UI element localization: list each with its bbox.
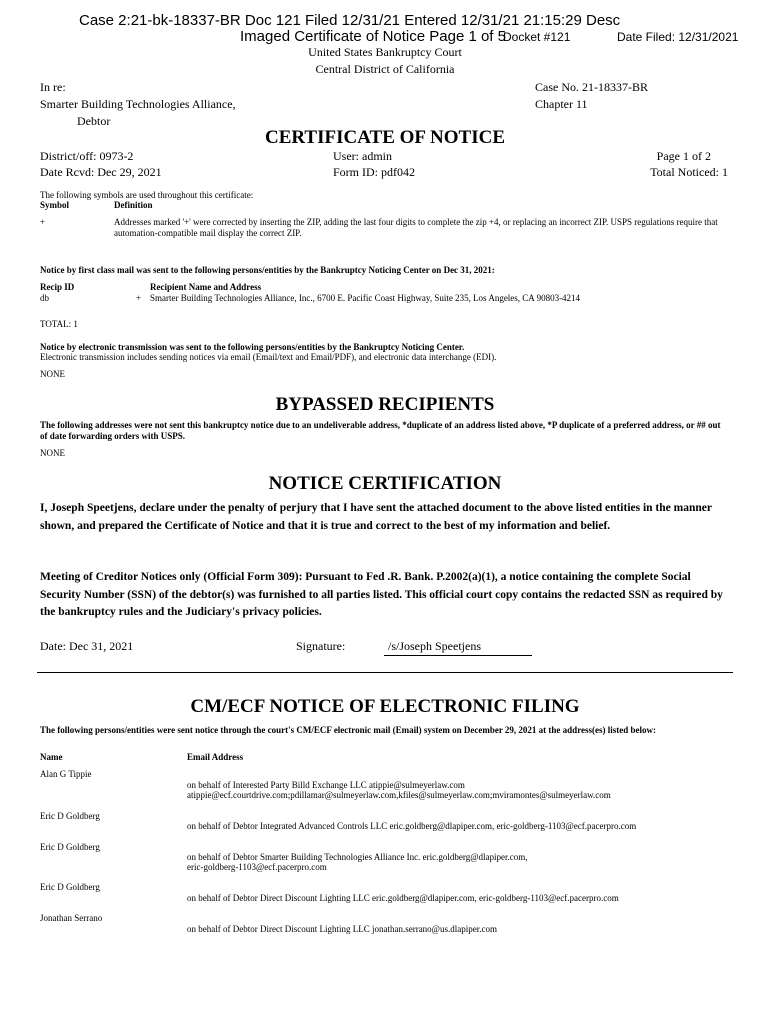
debtor-label: Debtor bbox=[77, 114, 111, 128]
bypassed-text: The following addresses were not sent this bankruptcy notice due to an undeliverable address, *duplicate of an address listed above, *P duplicate of a preferred address, or ## out of date forwarding orders with USPS. bbox=[40, 420, 721, 441]
cmecf-email-header: Email Address bbox=[187, 752, 244, 762]
cmecf-entry-line1: on behalf of Debtor Smarter Building Technologies Alliance Inc. eric.goldberg@dlapiper.com, bbox=[187, 852, 528, 862]
district-office: District/off: 0973-2 bbox=[40, 149, 134, 163]
bypassed-title: BYPASSED RECIPIENTS bbox=[275, 394, 495, 415]
page-count: Page 1 of 2 bbox=[656, 149, 711, 163]
filing-stamp-line1: Case 2:21-bk-18337-BR Doc 121 Filed 12/31/21 Entered 12/31/21 21:15:29 Desc bbox=[79, 12, 621, 29]
section-divider bbox=[37, 672, 733, 673]
electronic-none: NONE bbox=[40, 369, 65, 379]
signature-line bbox=[384, 655, 532, 656]
symbol-plus: + bbox=[40, 217, 46, 227]
form-id: Form ID: pdf042 bbox=[333, 165, 415, 179]
cmecf-entry-name: Eric D Goldberg bbox=[40, 811, 100, 821]
first-class-heading: Notice by first class mail was sent to the following persons/entities by the Bankruptcy Noticing Center on Dec 31, 2021: bbox=[40, 265, 495, 275]
cmecf-entry-line1: on behalf of Debtor Integrated Advanced Controls LLC eric.goldberg@dlapiper.com, eric-goldberg-1103@ecf.pacerpro.com bbox=[187, 821, 637, 831]
first-class-total: TOTAL: 1 bbox=[40, 319, 78, 329]
debtor-name: Smarter Building Technologies Alliance, bbox=[40, 97, 236, 111]
in-re-label: In re: bbox=[40, 80, 66, 94]
cmecf-entry-line2: eric-goldberg-1103@ecf.pacerpro.com bbox=[187, 862, 327, 872]
user: User: admin bbox=[333, 149, 392, 163]
cmecf-intro: The following persons/entities were sent notice through the court's CM/ECF electronic mail (Email) system on December 29, 2021 at the address(es) listed below: bbox=[40, 725, 657, 735]
certificate-title: CERTIFICATE OF NOTICE bbox=[264, 127, 506, 148]
cmecf-entry-line2: atippie@ecf.courtdrive.com;pdillamar@sulmeyerlaw.com,kfiles@sulmeyerlaw.com;mviramontes@sulmeyerlaw.com bbox=[187, 790, 611, 800]
recipient-mark: + bbox=[136, 293, 142, 303]
definition-header: Definition bbox=[114, 200, 153, 210]
recipient-id: db bbox=[40, 293, 49, 303]
bypassed-none: NONE bbox=[40, 448, 65, 458]
certification-para1: I, Joseph Speetjens, declare under the penalty of perjury that I have sent the attached document to the above listed entities in the manner shown, and prepared the Certificate of Notice and that it is true and correct to the best of my information and belief. bbox=[40, 502, 712, 532]
signature-value: /s/Joseph Speetjens bbox=[388, 639, 481, 653]
cmecf-entry-name: Jonathan Serrano bbox=[40, 913, 103, 923]
electronic-heading: Notice by electronic transmission was sent to the following persons/entities by the Bankruptcy Noticing Center. bbox=[40, 342, 465, 352]
docket-number: Docket #121 bbox=[503, 30, 571, 44]
case-number: Case No. 21-18337-BR bbox=[535, 80, 648, 94]
total-noticed: Total Noticed: 1 bbox=[650, 165, 728, 179]
cmecf-entry-name: Alan G Tippie bbox=[40, 769, 92, 779]
filing-stamp-line2: Imaged Certificate of Notice Page 1 of 5 bbox=[240, 28, 506, 45]
electronic-sub: Electronic transmission includes sending notices via email (Email/text and Email/PDF), and electronic data interchange (EDI). bbox=[40, 352, 497, 362]
chapter: Chapter 11 bbox=[535, 97, 588, 111]
recipient-name-header: Recipient Name and Address bbox=[150, 282, 262, 292]
recipient-address: Smarter Building Technologies Alliance, Inc., 6700 E. Pacific Coast Highway, Suite 235, Los Angeles, CA 90803-4214 bbox=[150, 293, 581, 303]
date-filed: Date Filed: 12/31/2021 bbox=[617, 30, 739, 44]
cmecf-entry-line1: on behalf of Debtor Direct Discount Lighting LLC eric.goldberg@dlapiper.com, eric-goldberg-1103@ecf.pacerpro.com bbox=[187, 893, 619, 903]
court-district: Central District of California bbox=[315, 62, 455, 76]
cmecf-entry-line1: on behalf of Interested Party Billd Exchange LLC atippie@sulmeyerlaw.com bbox=[187, 780, 465, 790]
cmecf-title: CM/ECF NOTICE OF ELECTRONIC FILING bbox=[190, 696, 580, 717]
certification-para2: Meeting of Creditor Notices only (Official Form 309): Pursuant to Fed .R. Bank. P.2002(a)(1), a notice containing the complete Social Security Number (SSN) of the debtor(s) was furnished to all parties listed. This official court copy contains the redacted SSN as required by the bankruptcy rules and the Judiciary's privacy policies. bbox=[40, 571, 723, 618]
symbols-intro: The following symbols are used throughout this certificate: bbox=[40, 190, 254, 200]
recip-id-header: Recip ID bbox=[40, 282, 75, 292]
certification-date: Date: Dec 31, 2021 bbox=[40, 639, 134, 653]
signature-label: Signature: bbox=[296, 639, 346, 653]
certification-title: NOTICE CERTIFICATION bbox=[268, 473, 502, 494]
cmecf-entry-name: Eric D Goldberg bbox=[40, 882, 100, 892]
date-received: Date Rcvd: Dec 29, 2021 bbox=[40, 165, 162, 179]
cmecf-entry-name: Eric D Goldberg bbox=[40, 842, 100, 852]
cmecf-entry-line1: on behalf of Debtor Direct Discount Lighting LLC jonathan.serrano@us.dlapiper.com bbox=[187, 924, 497, 934]
symbol-header: Symbol bbox=[40, 200, 70, 210]
court-name: United States Bankruptcy Court bbox=[308, 45, 462, 59]
cmecf-name-header: Name bbox=[40, 752, 63, 762]
symbol-definition: Addresses marked '+' were corrected by inserting the ZIP, adding the last four digits to complete the zip +4, or replacing an incorrect ZIP. USPS regulations require that automation-compatible mail display the correct ZIP. bbox=[114, 217, 718, 238]
